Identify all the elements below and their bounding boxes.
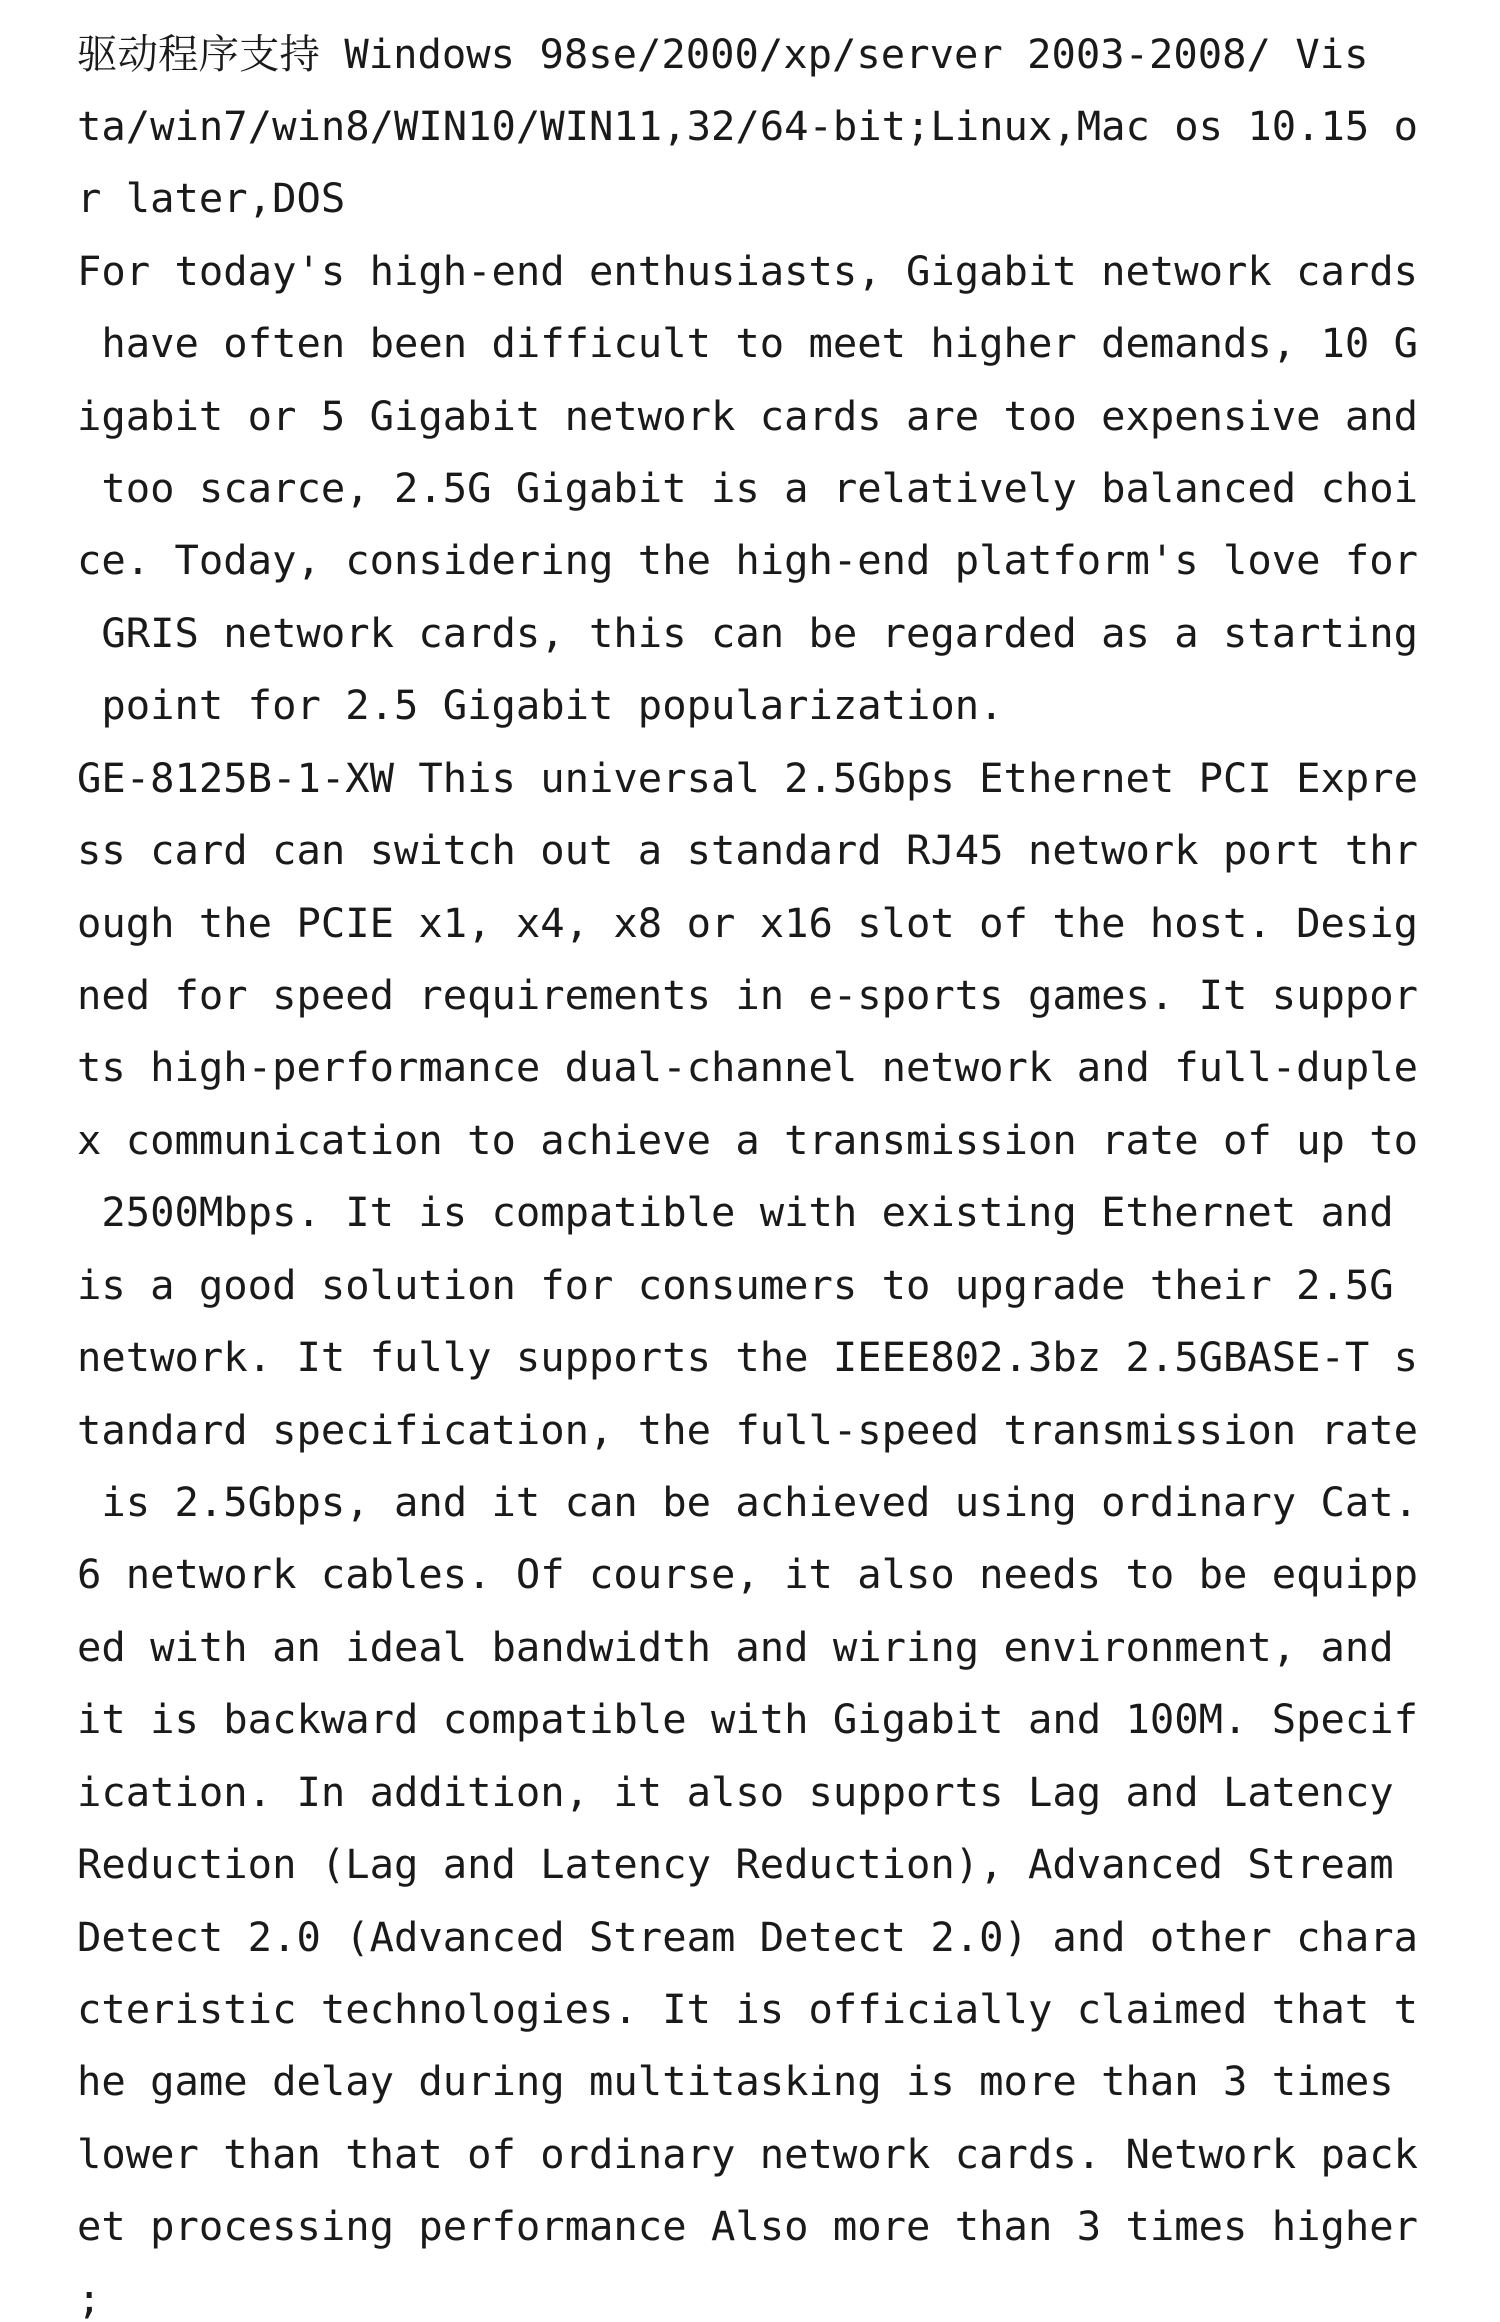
text-line: ed with an ideal bandwidth and wiring environment, and <box>77 1623 1394 1671</box>
text-line: have often been difficult to meet higher demands, 10 G <box>77 319 1419 367</box>
text-line: igabit or 5 Gigabit network cards are too expensive and <box>77 392 1419 440</box>
text-line: it is backward compatible with Gigabit and 100M. Specif <box>77 1695 1419 1743</box>
text-line: et processing performance Also more than 3 times higher <box>77 2202 1419 2250</box>
text-line: 6 network cables. Of course, it also needs to be equipp <box>77 1550 1419 1598</box>
text-line: tandard specification, the full-speed transmission rate <box>77 1406 1419 1454</box>
text-line: Reduction (Lag and Latency Reduction), Advanced Stream <box>77 1840 1394 1888</box>
text-line: GE-8125B-1-XW This universal 2.5Gbps Ethernet PCI Expre <box>77 754 1419 802</box>
text-line: ; <box>77 2275 102 2322</box>
text-line: 驱动程序支持 Windows 98se/2000/xp/server 2003-2008/ Vis <box>77 30 1369 78</box>
text-line: ts high-performance dual-channel network and full-duple <box>77 1043 1419 1091</box>
text-line: point for 2.5 Gigabit popularization. <box>77 681 1004 729</box>
text-line: ce. Today, considering the high-end platform's love for <box>77 536 1419 584</box>
text-line: network. It fully supports the IEEE802.3bz 2.5GBASE-T s <box>77 1333 1419 1381</box>
text-line: ication. In addition, it also supports Lag and Latency <box>77 1768 1394 1816</box>
text-line: r later,DOS <box>77 174 346 222</box>
text-line: x communication to achieve a transmission rate of up to <box>77 1116 1419 1164</box>
text-line: cteristic technologies. It is officially claimed that t <box>77 1985 1419 2033</box>
text-line: is a good solution for consumers to upgrade their 2.5G <box>77 1261 1394 1309</box>
text-line: ss card can switch out a standard RJ45 network port thr <box>77 826 1419 874</box>
text-line: he game delay during multitasking is more than 3 times <box>77 2057 1394 2105</box>
text-line: For today's high-end enthusiasts, Gigabit network cards <box>77 247 1419 295</box>
text-line: too scarce, 2.5G Gigabit is a relatively balanced choi <box>77 464 1419 512</box>
text-line: ta/win7/win8/WIN10/WIN11,32/64-bit;Linux,Mac os 10.15 o <box>77 102 1419 150</box>
text-line: is 2.5Gbps, and it can be achieved using ordinary Cat. <box>77 1478 1419 1526</box>
text-line: 2500Mbps. It is compatible with existing Ethernet and <box>77 1188 1394 1236</box>
text-line: ough the PCIE x1, x4, x8 or x16 slot of the host. Desig <box>77 899 1419 947</box>
text-line: GRIS network cards, this can be regarded as a starting <box>77 609 1419 657</box>
text-line: lower than that of ordinary network cards. Network pack <box>77 2130 1419 2178</box>
text-line: ned for speed requirements in e-sports games. It suppor <box>77 971 1419 1019</box>
text-line: Detect 2.0 (Advanced Stream Detect 2.0) and other chara <box>77 1913 1419 1961</box>
